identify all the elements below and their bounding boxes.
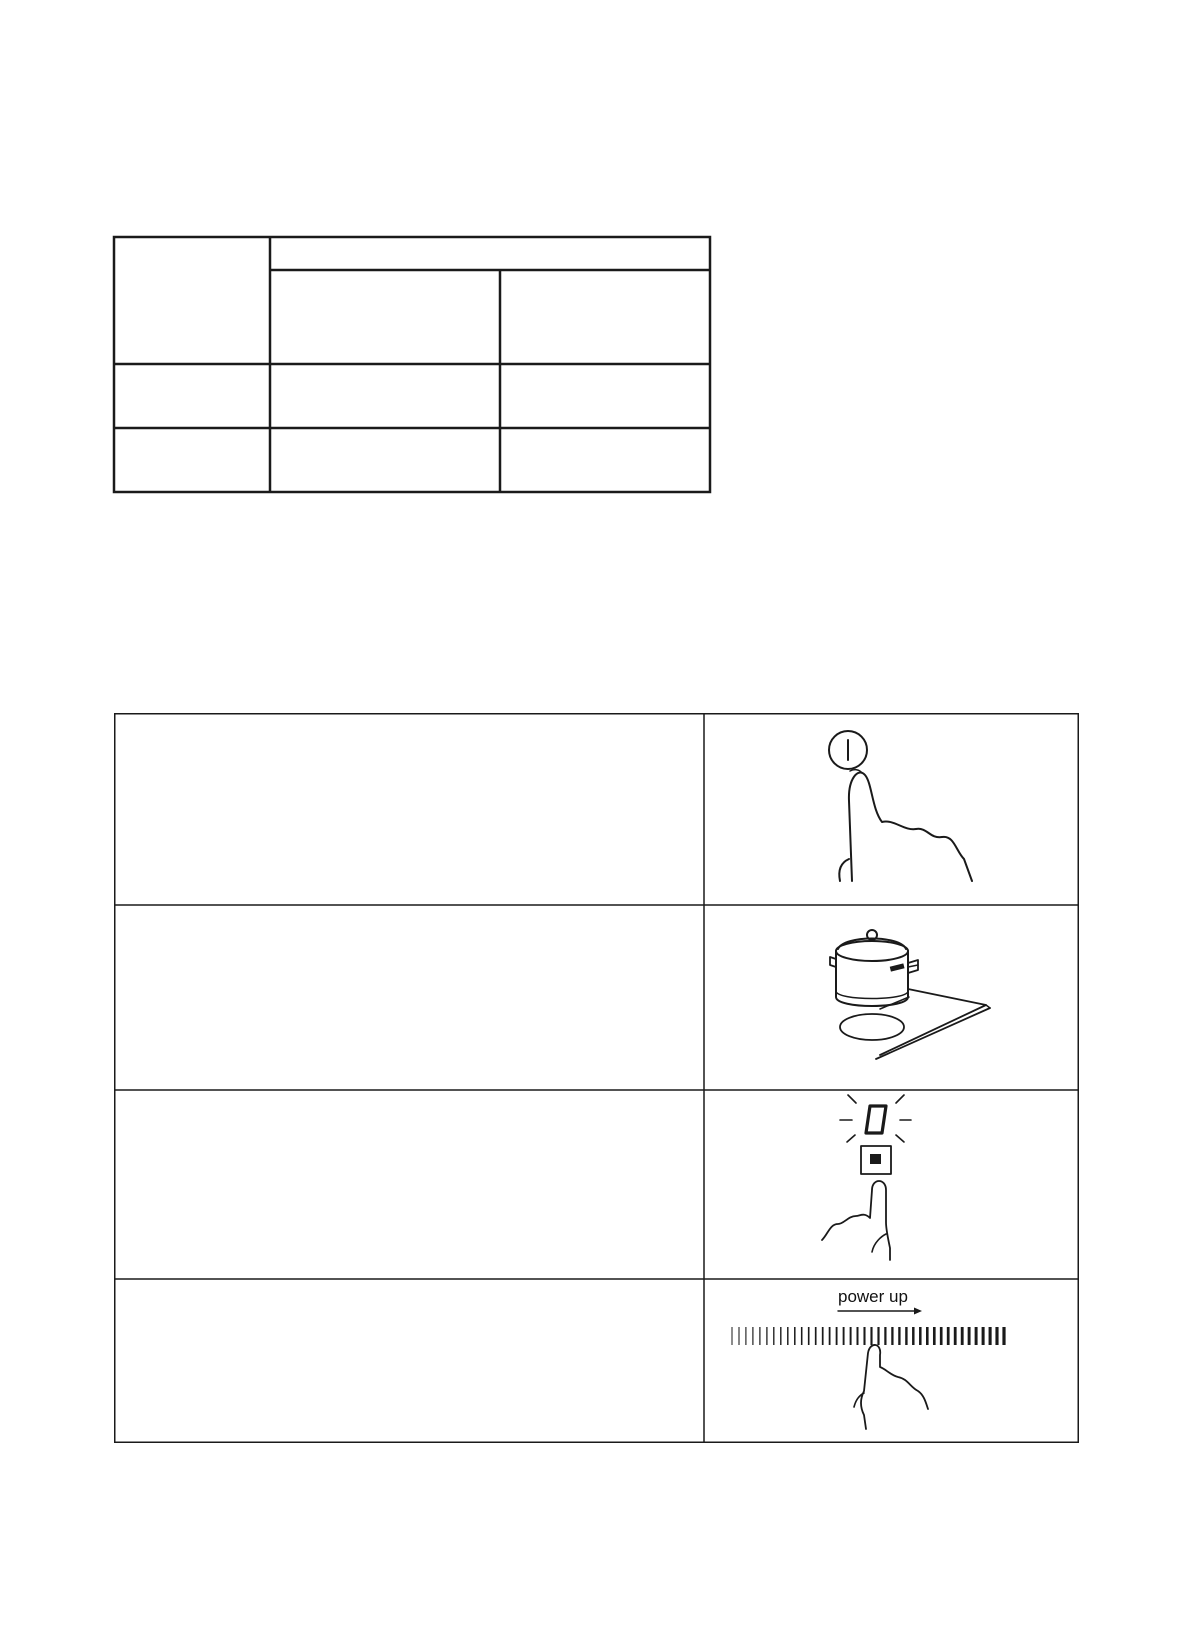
step-2-illustration bbox=[704, 905, 1079, 1090]
top-table bbox=[0, 0, 1191, 520]
digit-zero-display bbox=[866, 1106, 886, 1133]
power-up-label: power up bbox=[838, 1287, 908, 1306]
step-1-text bbox=[124, 723, 694, 895]
step-3-illustration bbox=[704, 1090, 1079, 1279]
steps-table bbox=[114, 713, 1079, 1443]
power-slider-scale bbox=[732, 1327, 1004, 1345]
step-1-illustration bbox=[704, 713, 1079, 905]
top-table-grid bbox=[114, 237, 710, 492]
step-2-text bbox=[124, 915, 694, 1080]
step-4-text bbox=[124, 1289, 694, 1433]
blinking-zero-display-button-icon bbox=[704, 1090, 1079, 1279]
power-button-finger-icon bbox=[704, 713, 1079, 905]
pot-on-cooking-zone-icon bbox=[704, 905, 1079, 1090]
step-3-text bbox=[124, 1100, 694, 1269]
step-4-illustration bbox=[704, 1279, 1079, 1443]
blink-rays bbox=[840, 1095, 911, 1142]
